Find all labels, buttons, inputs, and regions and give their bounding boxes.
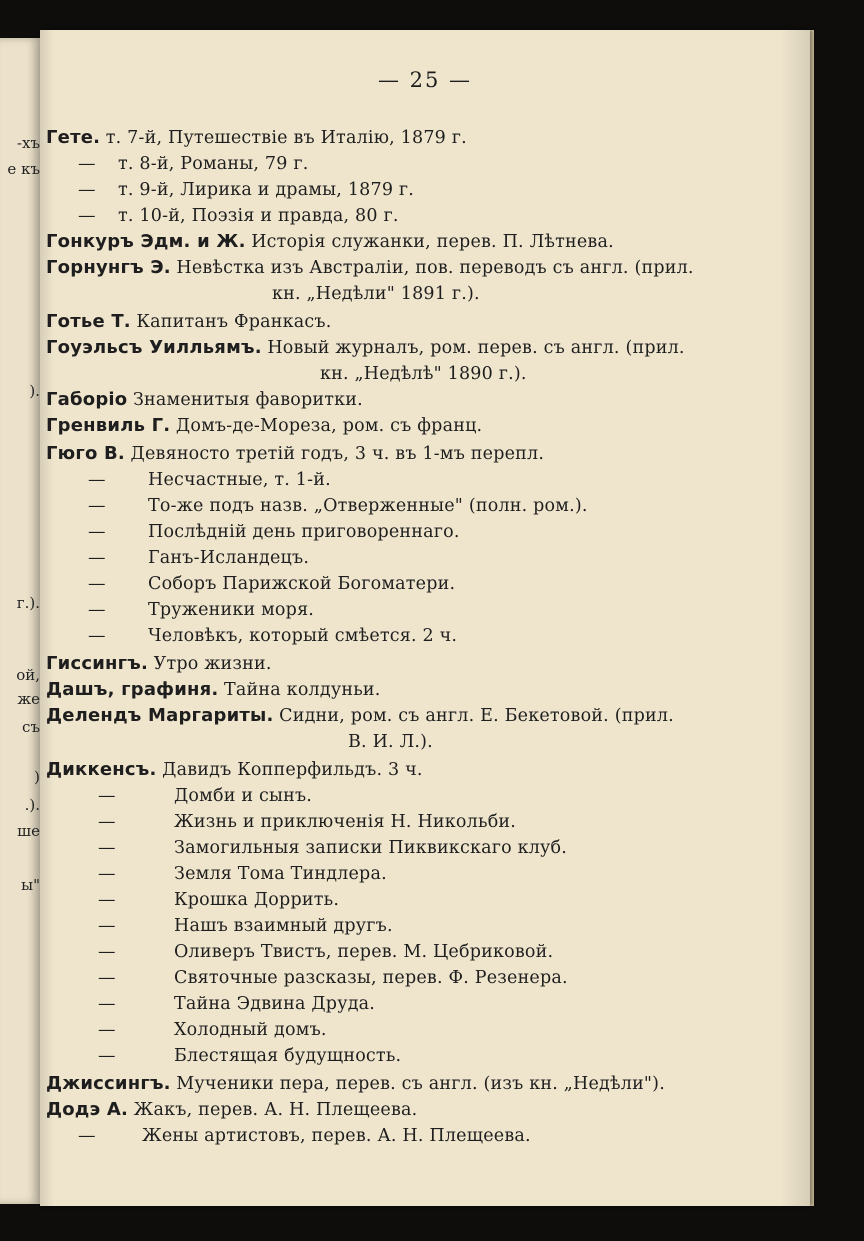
catalog-entry	[46, 1072, 665, 1096]
catalog-entry	[46, 758, 423, 782]
catalog-entry	[46, 442, 544, 466]
author-name: Гете.	[46, 127, 101, 148]
ditto-dash: —	[98, 890, 116, 910]
entry-title: Человѣкъ, который смѣется. 2 ч.	[148, 626, 458, 646]
entry-continuation: кн. „Недѣли" 1891 г.).	[272, 284, 480, 304]
entry-title: т. 8-й, Романы, 79 г.	[118, 154, 309, 174]
left-page-fragment: е къ	[7, 160, 40, 178]
entry-title: Сидни, ром. съ англ. Е. Бекетовой. (прил.	[279, 706, 674, 726]
page-number: — 25 —	[377, 68, 473, 92]
entry-title: Крошка Доррить.	[174, 890, 340, 910]
entry-continuation: В. И. Л.).	[348, 732, 433, 752]
left-page-fragment: же	[17, 690, 40, 708]
ditto-dash: —	[88, 548, 106, 568]
ditto-dash: —	[88, 626, 106, 646]
ditto-dash: —	[88, 496, 106, 516]
ditto-dash: —	[98, 1046, 116, 1066]
entry-title: Невѣстка изъ Австраліи, пов. переводъ съ англ. (прил.	[176, 258, 694, 278]
left-page-fragment: ).	[29, 382, 40, 400]
entry-title: Жакъ, перев. А. Н. Плещеева.	[133, 1100, 418, 1120]
entry-title: Замогильныя записки Пиквикскаго клуб.	[174, 838, 568, 858]
ditto-dash: —	[98, 812, 116, 832]
left-page-fragment: г.).	[16, 594, 40, 612]
entry-title: Домъ-де-Мореза, ром. съ франц.	[175, 416, 483, 436]
catalog-entry	[46, 388, 363, 412]
book-page	[40, 30, 810, 1206]
author-name: Диккенсъ.	[46, 759, 157, 780]
catalog-entry	[46, 336, 685, 360]
catalog-entry	[46, 704, 674, 728]
entry-title: Холодный домъ.	[174, 1020, 327, 1040]
author-name: Гренвиль Г.	[46, 415, 171, 436]
ditto-dash: —	[98, 864, 116, 884]
catalog-entry	[46, 230, 614, 254]
author-name: Готье Т.	[46, 311, 131, 332]
catalog-entry	[46, 310, 332, 334]
ditto-dash: —	[98, 1020, 116, 1040]
entry-continuation: кн. „Недѣлѣ" 1890 г.).	[320, 364, 527, 384]
entry-title: Мученики пера, перев. съ англ. (изъ кн. „Недѣли").	[176, 1074, 665, 1094]
author-name: Горнунгъ Э.	[46, 257, 171, 278]
catalog-entry	[46, 1098, 417, 1122]
left-page-fragment: ше	[17, 822, 40, 840]
catalog-entry	[46, 256, 694, 280]
author-name: Гоуэльсъ Уилльямъ.	[46, 337, 262, 358]
author-name: Додэ А.	[46, 1099, 129, 1120]
ditto-dash: —	[88, 522, 106, 542]
entry-title: Давидъ Копперфильдъ. 3 ч.	[162, 760, 423, 780]
catalog-entry	[46, 414, 482, 438]
entry-title: Соборъ Парижской Богоматери.	[148, 574, 456, 594]
entry-title: Жизнь и приключенія Н. Никольби.	[174, 812, 517, 832]
entry-title: Оливеръ Твистъ, перев. М. Цебриковой.	[174, 942, 554, 962]
entry-title: Утро жизни.	[153, 654, 272, 674]
entry-title: Знаменитыя фаворитки.	[132, 390, 363, 410]
left-page-fragment: ы"	[21, 876, 40, 894]
left-page-fragment: съ	[22, 718, 40, 736]
author-name: Габоріо	[46, 389, 128, 410]
ditto-dash: —	[78, 180, 96, 200]
ditto-dash: —	[88, 574, 106, 594]
entry-title: Капитанъ Франкасъ.	[136, 312, 332, 332]
author-name: Делендъ Маргариты.	[46, 705, 274, 726]
entry-title: Несчастные, т. 1-й.	[148, 470, 331, 490]
ditto-dash: —	[98, 968, 116, 988]
left-page-fragment: -хъ	[16, 134, 40, 152]
ditto-dash: —	[98, 786, 116, 806]
ditto-dash: —	[78, 206, 96, 226]
entry-title: Труженики моря.	[148, 600, 315, 620]
catalog-entry	[46, 126, 467, 150]
entry-title: т. 7-й, Путешествіе въ Италію, 1879 г.	[105, 128, 467, 148]
ditto-dash: —	[78, 1126, 96, 1146]
entry-title: Святочные разсказы, перев. Ф. Резенера.	[174, 968, 568, 988]
left-page-fragment: ой,	[16, 666, 40, 684]
entry-title: Нашъ взаимный другъ.	[174, 916, 393, 936]
left-page-edge	[0, 38, 40, 1204]
ditto-dash: —	[78, 154, 96, 174]
ditto-dash: —	[98, 916, 116, 936]
entry-title: т. 10-й, Поэзія и правда, 80 г.	[118, 206, 399, 226]
ditto-dash: —	[88, 600, 106, 620]
entry-title: Тайна Эдвина Друда.	[174, 994, 376, 1014]
entry-title: Домби и сынъ.	[174, 786, 313, 806]
author-name: Дашъ, графиня.	[46, 679, 219, 700]
entry-title: Земля Тома Тиндлера.	[174, 864, 387, 884]
catalog-entry	[46, 678, 381, 702]
author-name: Гюго В.	[46, 443, 125, 464]
left-page-fragment: .).	[24, 796, 40, 814]
author-name: Джиссингъ.	[46, 1073, 171, 1094]
entry-title: т. 9-й, Лирика и драмы, 1879 г.	[118, 180, 415, 200]
entry-title: Исторія служанки, перев. П. Лѣтнева.	[251, 232, 614, 252]
author-name: Гиссингъ.	[46, 653, 149, 674]
entry-title: Тайна колдуньи.	[224, 680, 381, 700]
entry-title: Ганъ-Исландецъ.	[148, 548, 310, 568]
entry-title: Жены артистовъ, перев. А. Н. Плещеева.	[142, 1126, 531, 1146]
entry-title: Девяносто третій годъ, 3 ч. въ 1-мъ перепл.	[130, 444, 545, 464]
author-name: Гонкуръ Эдм. и Ж.	[46, 231, 246, 252]
catalog-entry	[46, 652, 272, 676]
ditto-dash: —	[88, 470, 106, 490]
entry-title: Блестящая будущность.	[174, 1046, 402, 1066]
catalog-entry	[272, 282, 480, 306]
ditto-dash: —	[98, 994, 116, 1014]
catalog-entry	[348, 730, 433, 754]
ditto-dash: —	[98, 942, 116, 962]
left-page-fragment: )	[34, 768, 40, 786]
catalog-entry	[320, 362, 527, 386]
entry-title: Новый журналъ, ром. перев. съ англ. (прил.	[267, 338, 685, 358]
ditto-dash: —	[98, 838, 116, 858]
entry-title: То-же подъ назв. „Отверженные" (полн. ром.).	[148, 496, 588, 516]
entry-title: Послѣдній день приговореннаго.	[148, 522, 460, 542]
